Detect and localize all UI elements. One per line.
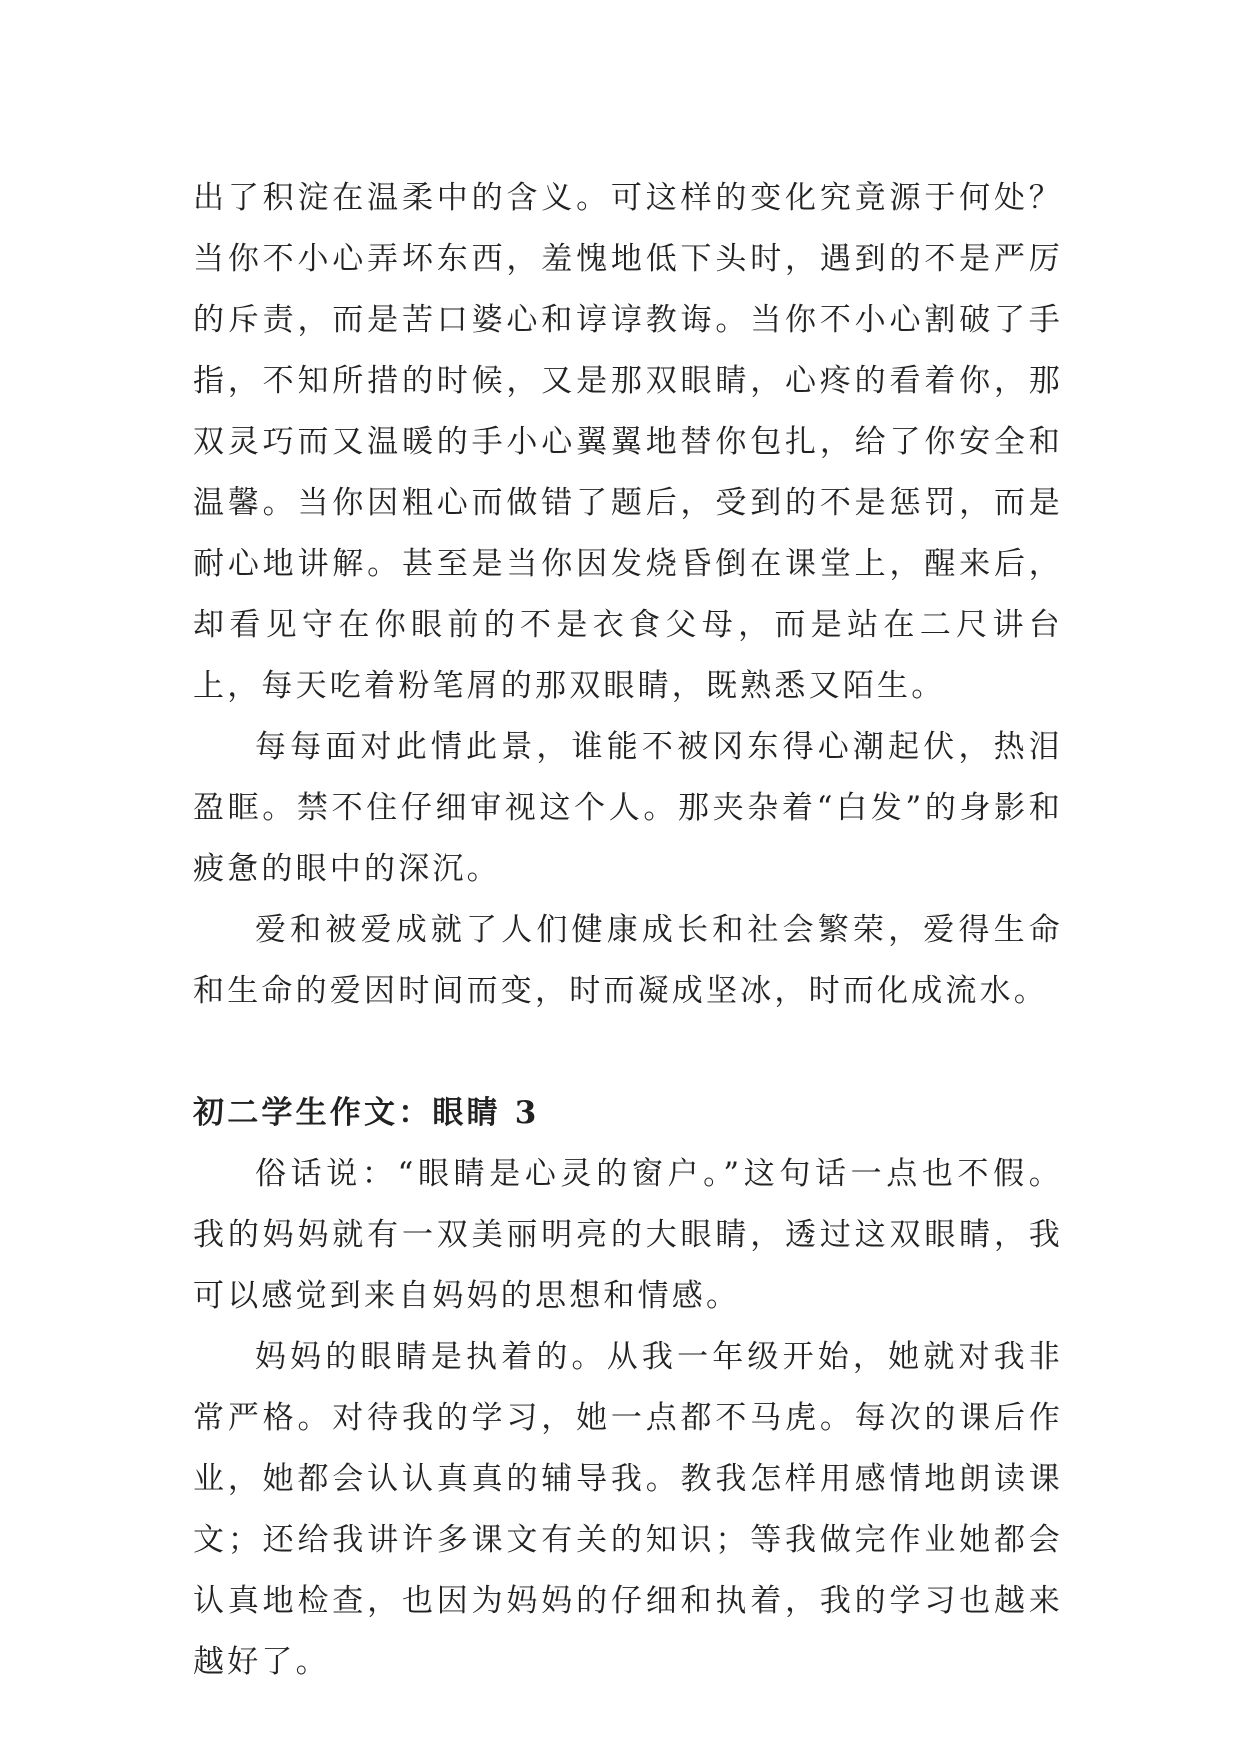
- section-title: 初二学生作文：眼睛 3: [193, 1095, 540, 1131]
- paragraph: 妈妈的眼睛是执着的。从我一年级开始，她就对我非常严格。对待我的学习，她一点都不马虎。每次的课后作业，她都会认认真真的辅导我。教我怎样用感情地朗读课文；还给我讲许多课文有关的知识；等我做完作业她都会认真地检查，也因为妈妈的仔细和执着，我的学习也越来越好了。: [193, 1339, 1063, 1680]
- paragraph-continued: 出了积淀在温柔中的含义。可这样的变化究竟源于何处？当你不小心弄坏东西，羞愧地低下头时，遇到的不是严厉的斥责，而是苦口婆心和谆谆教诲。当你不小心割破了手指，不知所措的时候，又是那双眼睛，心疼的看着你，那双灵巧而又温暖的手小心翼翼地替你包扎，给了你安全和温馨。当你因粗心而做错了题后，受到的不是惩罚，而是耐心地讲解。甚至是当你因发烧昏倒在课堂上，醒来后，却看见守在你眼前的不是衣食父母，而是站在二尺讲台上，每天吃着粉笔屑的那双眼睛，既熟悉又陌生。: [193, 180, 1063, 704]
- paragraph: 爱和被爱成就了人们健康成长和社会繁荣，爱得生命和生命的爱因时间而变，时而凝成坚冰，时而化成流水。: [193, 912, 1063, 1009]
- document-page: [193, 168, 1063, 1693]
- paragraph: 俗话说：“眼睛是心灵的窗户。”这句话一点也不假。我的妈妈就有一双美丽明亮的大眼睛，透过这双眼睛，我可以感觉到来自妈妈的思想和情感。: [193, 1156, 1063, 1314]
- paragraph: 每每面对此情此景，谁能不被冈东得心潮起伏，热泪盈眶。禁不住仔细审视这个人。那夹杂着“白发”的身影和疲惫的眼中的深沉。: [193, 729, 1063, 887]
